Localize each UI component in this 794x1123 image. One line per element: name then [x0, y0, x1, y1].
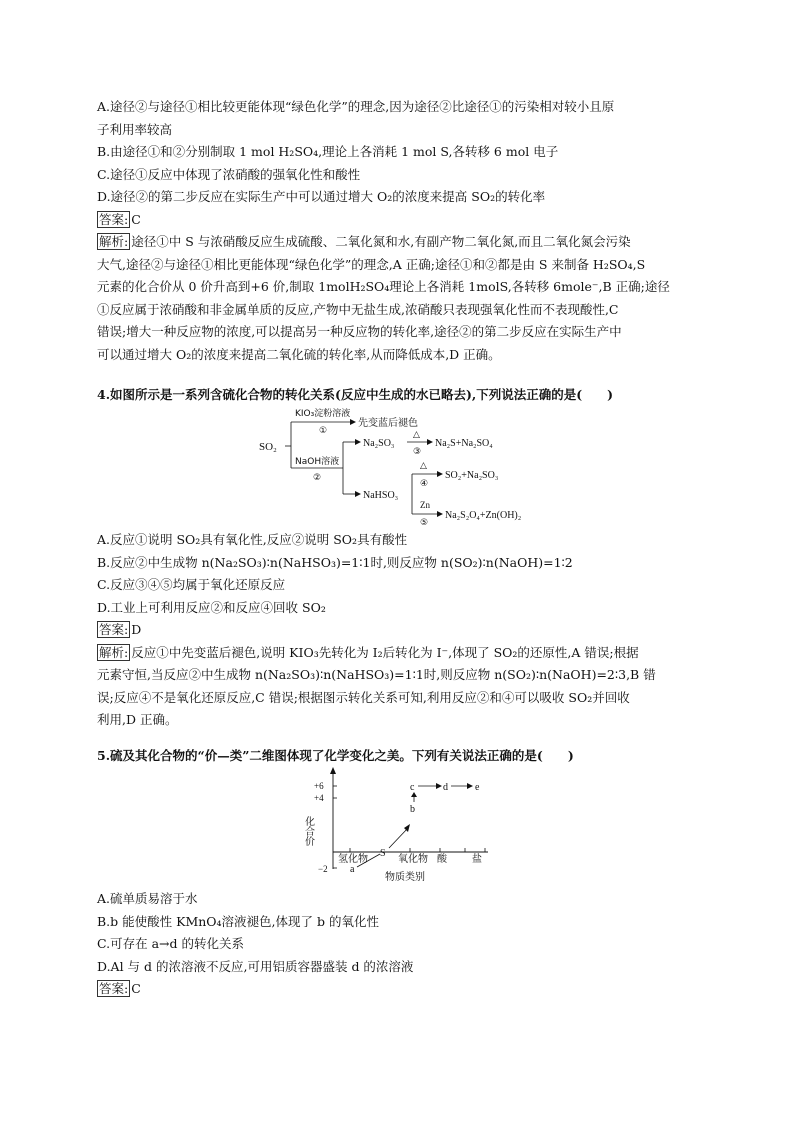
arrow-head — [355, 491, 361, 497]
so2-label: SO₂ — [259, 441, 277, 453]
explanation-line: 元素的化合价从 0 价升高到+6 价,制取 1molH₂SO₄理论上各消耗 1molS,各转移 6mole⁻,B 正确;途径 — [97, 279, 670, 294]
explanation-line: 解析: 途径①中 S 与浓硝酸反应生成硫酸、二氧化氮和水,有副产物二氧化氮,而且二氧化氮会污染 — [99, 234, 631, 249]
answer-line — [97, 978, 697, 1001]
y-axis-arrow — [330, 767, 336, 774]
category-hydride: 氢化物 — [338, 854, 368, 865]
explanation-line: 解析: 反应①中先变蓝后褪色,说明 KIO₃先转化为 I₂后转化为 I⁻,体现了 SO₂的还原性,A 错误;根据 — [99, 644, 639, 660]
option-a-cont: 子利用率较高 — [97, 121, 173, 137]
explanation-label: 解析: — [99, 234, 129, 249]
option-b: B.b 能使酸性 KMnO₄溶液褪色,体现了 b 的氧化性 — [97, 913, 379, 929]
point-b: b — [410, 804, 415, 815]
option-d: D.途径②的第二步反应在实际生产中可以通过增大 O₂的浓度来提高 SO₂的转化率 — [97, 189, 546, 204]
reaction-4-label: ④ — [420, 479, 429, 489]
option-b: B.由途径①和②分别制取 1 mol H₂SO₄,理论上各消耗 1 mol S,各转移 6 mol 电子 — [97, 144, 559, 159]
explanation-line: 误;反应④不是氧化还原反应,C 错误;根据图示转化关系可知,利用反应②和④可以吸收 SO₂并回收 — [97, 689, 630, 705]
point-a: a — [350, 864, 355, 875]
product-nahso3: NaHSO₃ — [363, 490, 399, 501]
question-5 — [97, 745, 697, 768]
question-4-options — [97, 529, 697, 732]
valence-class-chart — [300, 766, 500, 886]
explanation-line: ①反应属于浓硝酸和非金属单质的反应,产物中无盐生成,浓硝酸只表现强氧化性而不表现酸性,C — [97, 301, 619, 317]
heat-symbol: △ — [413, 430, 420, 440]
arrow-head — [355, 439, 361, 445]
reaction-3-label: ③ — [413, 447, 422, 457]
reaction-2-label: ② — [313, 473, 322, 483]
heat-symbol: △ — [420, 461, 427, 471]
reagent-naoh: NaOH溶液 — [295, 457, 340, 467]
option-d: D.Al 与 d 的浓溶液不反应,可用铝质容器盛装 d 的浓溶液 — [97, 958, 414, 974]
product-na2so3: Na₂SO₃ — [363, 438, 395, 449]
result-blue: 先变蓝后褪色 — [358, 418, 418, 429]
arrow-head — [427, 439, 433, 445]
x-axis-label: 物质类别 — [385, 872, 425, 883]
point-c: c — [410, 782, 415, 793]
explanation-line: 大气,途径②与途径①相比更能体现“绿色化学”的理念,A 正确;途径①和②都是由 S 来制备 H₂SO₄,S — [97, 256, 646, 272]
answer-value: D — [131, 622, 142, 637]
option-c: C.途径①反应中体现了浓硝酸的强氧化性和酸性 — [97, 166, 361, 182]
explanation-line: 元素守恒,当反应②中生成物 n(Na₂SO₃)∶n(NaHSO₃)=1∶1时,则反应物 n(SO₂)∶n(NaOH)=2∶3,B 错 — [97, 667, 656, 682]
answer-line — [97, 209, 697, 232]
y-axis-label: 化合价 — [302, 816, 314, 846]
explanation-line: 利用,D 正确。 — [97, 712, 178, 727]
arrow-head — [350, 419, 356, 425]
option-b: B.反应②中生成物 n(Na₂SO₃)∶n(NaHSO₃)=1∶1时,则反应物 n(SO₂)∶n(NaOH)=1∶2 — [97, 554, 573, 570]
answer-label: 答案: — [99, 211, 129, 227]
question-5-options — [97, 888, 697, 1001]
product-5: Na₂S₂O₄+Zn(OH)₂ — [445, 510, 522, 521]
category-oxide: 氧化物 — [398, 854, 428, 865]
reaction-1-label: ① — [319, 426, 328, 436]
reagent-kio3: KIO₃淀粉溶液 — [295, 409, 351, 419]
arrow-s-b — [389, 828, 408, 848]
product-3: Na₂S+Na₂SO₄ — [435, 438, 493, 449]
option-c: C.反应③④⑤均属于氧化还原反应 — [97, 577, 286, 592]
explanation-label: 解析: — [99, 644, 129, 660]
y-tick-label: +6 — [314, 781, 324, 791]
reagent-zn: Zn — [420, 500, 430, 510]
arrow-head — [437, 511, 443, 517]
option-a: A.途径②与途径①相比较更能体现“绿色化学”的理念,因为途径②比途径①的污染相对较小且原 — [97, 99, 615, 114]
answer-label: 答案: — [99, 622, 129, 637]
y-tick-label: +4 — [314, 793, 324, 803]
explanation-line: 可以通过增大 O₂的浓度来提高二氧化硫的转化率,从而降低成本,D 正确。 — [97, 346, 501, 362]
explanation-line: 错误;增大一种反应物的浓度,可以提高另一种反应物的转化率,途径②的第二步反应在实际生产中 — [97, 324, 622, 339]
reaction-5-label: ⑤ — [420, 518, 429, 528]
product-4: SO₂+Na₂SO₃ — [445, 470, 499, 481]
question-stem: 5.硫及其化合物的“价—类”二维图体现了化学变化之美。下列有关说法正确的是( ) — [97, 748, 574, 763]
answer-label: 答案: — [99, 981, 129, 996]
option-a: A.反应①说明 SO₂具有氧化性,反应②说明 SO₂具有酸性 — [97, 532, 408, 547]
sulfur-conversion-diagram — [255, 404, 555, 529]
point-d: d — [443, 782, 448, 793]
answer-value: C — [131, 211, 141, 227]
point-e: e — [475, 782, 480, 793]
arrow-head — [467, 783, 473, 789]
question-3-options — [97, 96, 697, 366]
arrow-head — [437, 471, 443, 477]
option-d: D.工业上可利用反应②和反应④回收 SO₂ — [97, 599, 326, 615]
option-c: C.可存在 a→d 的转化关系 — [97, 936, 244, 951]
option-a: A.硫单质易溶于水 — [97, 891, 198, 906]
category-sulfur: S — [380, 848, 386, 859]
category-acid: 酸 — [437, 854, 447, 865]
answer-line — [97, 619, 697, 642]
answer-value: C — [131, 981, 141, 996]
category-salt: 盐 — [472, 854, 482, 865]
arrow-head — [436, 783, 442, 789]
question-stem: 4.如图所示是一系列含硫化合物的转化关系(反应中生成的水已略去),下列说法正确的是( ) — [97, 387, 614, 402]
y-tick-label: −2 — [318, 864, 328, 874]
